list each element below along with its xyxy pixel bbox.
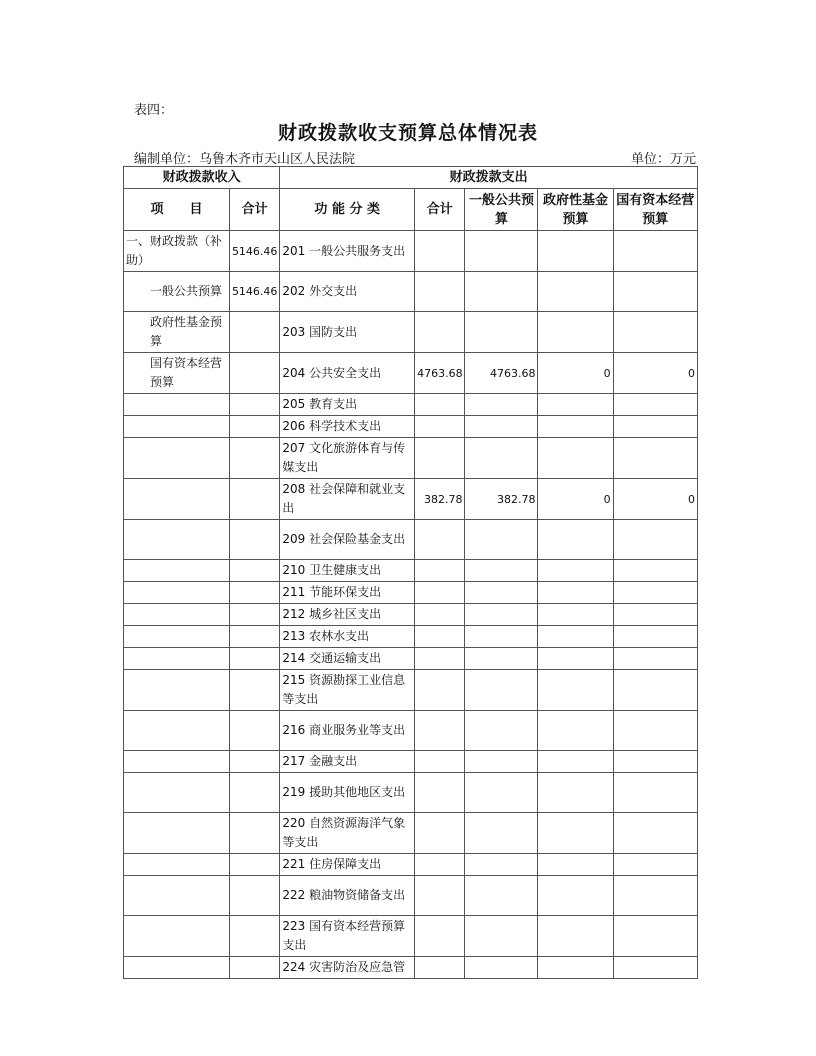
expense-function-label: 202 外交支出: [280, 272, 415, 312]
income-item-label: [124, 916, 230, 957]
expense-total-value: [415, 416, 465, 438]
expense-state-capital-value: [613, 582, 697, 604]
table-row: [124, 626, 698, 648]
expense-gov-fund-value: [538, 773, 613, 813]
header-row-group: [124, 167, 698, 189]
expense-gov-fund-value: [538, 438, 613, 479]
income-item-label: [124, 957, 230, 979]
expense-function-label: 204 公共安全支出: [280, 353, 415, 394]
expense-function-label: 210 卫生健康支出: [280, 560, 415, 582]
state-capital-header: 国有资本经营预算: [613, 189, 697, 231]
expense-function-label: 221 住房保障支出: [280, 854, 415, 876]
expense-gov-fund-value: [538, 957, 613, 979]
expense-function-label: 215 资源勘探工业信息等支出: [280, 670, 415, 711]
income-item-value: [229, 312, 279, 353]
income-item-label: [124, 582, 230, 604]
income-item-value: [229, 957, 279, 979]
expense-state-capital-value: [613, 773, 697, 813]
expense-general-value: [465, 711, 538, 751]
expense-total-value: [415, 854, 465, 876]
expense-gov-fund-value: [538, 626, 613, 648]
table-row: [124, 604, 698, 626]
expense-gov-fund-value: [538, 876, 613, 916]
expense-function-label: 219 援助其他地区支出: [280, 773, 415, 813]
expense-general-value: [465, 626, 538, 648]
income-item-value: [229, 751, 279, 773]
expense-group-header: 财政拨款支出: [280, 167, 698, 189]
expense-gov-fund-value: [538, 394, 613, 416]
expense-general-value: [465, 876, 538, 916]
expense-function-label: 209 社会保险基金支出: [280, 520, 415, 560]
table-body: [124, 231, 698, 979]
general-budget-header: 一般公共预算: [465, 189, 538, 231]
expense-state-capital-value: [613, 520, 697, 560]
header-row-columns: [124, 189, 698, 231]
table-row: [124, 394, 698, 416]
table-row: [124, 957, 698, 979]
expense-function-label: 201 一般公共服务支出: [280, 231, 415, 272]
expense-total-value: [415, 394, 465, 416]
table-row: [124, 479, 698, 520]
expense-function-label: 205 教育支出: [280, 394, 415, 416]
expense-total-value: [415, 272, 465, 312]
expense-general-value: 4763.68: [465, 353, 538, 394]
expense-gov-fund-value: [538, 272, 613, 312]
expense-total-value: [415, 604, 465, 626]
income-item-value: [229, 604, 279, 626]
expense-function-label: 213 农林水支出: [280, 626, 415, 648]
expense-general-value: [465, 520, 538, 560]
expense-total-value: [415, 957, 465, 979]
expense-state-capital-value: 0: [613, 353, 697, 394]
table-row: [124, 916, 698, 957]
expense-state-capital-value: [613, 626, 697, 648]
expense-state-capital-value: [613, 854, 697, 876]
table-row: [124, 854, 698, 876]
expense-gov-fund-value: [538, 231, 613, 272]
expense-state-capital-value: [613, 648, 697, 670]
expense-total-value: [415, 312, 465, 353]
income-item-value: [229, 582, 279, 604]
income-item-value: [229, 626, 279, 648]
income-item-label: [124, 560, 230, 582]
expense-state-capital-value: [613, 876, 697, 916]
income-item-value: [229, 648, 279, 670]
expense-state-capital-value: [613, 312, 697, 353]
table-row: [124, 876, 698, 916]
income-item-value: 5146.46: [229, 231, 279, 272]
income-item-value: 5146.46: [229, 272, 279, 312]
expense-total-value: [415, 438, 465, 479]
expense-function-label: 211 节能环保支出: [280, 582, 415, 604]
expense-general-value: [465, 648, 538, 670]
expense-gov-fund-value: [538, 813, 613, 854]
expense-total-value: 382.78: [415, 479, 465, 520]
income-item-value: [229, 416, 279, 438]
expense-state-capital-value: 0: [613, 479, 697, 520]
income-item-value: [229, 773, 279, 813]
income-item-value: [229, 520, 279, 560]
unit-label: 单位：万元: [630, 152, 696, 167]
table-row: [124, 560, 698, 582]
expense-function-label: 203 国防支出: [280, 312, 415, 353]
expense-gov-fund-value: [538, 751, 613, 773]
expense-state-capital-value: [613, 438, 697, 479]
expense-state-capital-value: [613, 957, 697, 979]
income-item-value: [229, 711, 279, 751]
table-row: [124, 231, 698, 272]
table-row: [124, 648, 698, 670]
expense-general-value: [465, 813, 538, 854]
expense-total-value: [415, 520, 465, 560]
income-item-value: [229, 876, 279, 916]
expense-state-capital-value: [613, 416, 697, 438]
expense-gov-fund-value: 0: [538, 479, 613, 520]
income-item-label: [124, 648, 230, 670]
income-item-label: 政府性基金预算: [124, 312, 230, 353]
income-total-header: 合计: [229, 189, 279, 231]
expense-state-capital-value: [613, 231, 697, 272]
table-row: [124, 582, 698, 604]
expense-general-value: [465, 670, 538, 711]
expense-total-value: [415, 711, 465, 751]
expense-gov-fund-value: [538, 560, 613, 582]
income-item-value: [229, 394, 279, 416]
table-row: [124, 438, 698, 479]
income-group-header: 财政拨款收入: [124, 167, 280, 189]
income-item-value: [229, 353, 279, 394]
expense-general-value: [465, 773, 538, 813]
expense-total-value: [415, 582, 465, 604]
expense-gov-fund-value: [538, 648, 613, 670]
table-row: [124, 272, 698, 312]
income-item-label: [124, 876, 230, 916]
expense-function-label: 216 商业服务业等支出: [280, 711, 415, 751]
expense-state-capital-value: [613, 813, 697, 854]
expense-total-value: [415, 231, 465, 272]
expense-general-value: [465, 854, 538, 876]
income-item-value: [229, 438, 279, 479]
expense-total-value: [415, 751, 465, 773]
income-item-value: [229, 813, 279, 854]
expense-function-label: 223 国有资本经营预算支出: [280, 916, 415, 957]
budget-table: [123, 166, 698, 979]
expense-general-value: [465, 416, 538, 438]
expense-total-value: [415, 916, 465, 957]
expense-total-value: [415, 648, 465, 670]
income-item-label: [124, 813, 230, 854]
expense-state-capital-value: [613, 751, 697, 773]
expense-general-value: [465, 394, 538, 416]
page-title: 财政拨款收支预算总体情况表: [277, 122, 538, 144]
expense-gov-fund-value: [538, 670, 613, 711]
expense-state-capital-value: [613, 394, 697, 416]
table-row: [124, 670, 698, 711]
expense-function-label: 214 交通运输支出: [280, 648, 415, 670]
expense-gov-fund-value: [538, 520, 613, 560]
expense-gov-fund-value: [538, 416, 613, 438]
income-item-label: [124, 626, 230, 648]
expense-total-header: 合计: [415, 189, 465, 231]
income-item-value: [229, 854, 279, 876]
income-item-label: [124, 416, 230, 438]
expense-total-value: [415, 670, 465, 711]
gov-fund-header: 政府性基金预算: [538, 189, 613, 231]
expense-function-label: 206 科学技术支出: [280, 416, 415, 438]
table-row: [124, 416, 698, 438]
expense-gov-fund-value: [538, 312, 613, 353]
expense-function-label: 217 金融支出: [280, 751, 415, 773]
table-number: 表四：: [134, 103, 174, 118]
expense-general-value: [465, 916, 538, 957]
expense-general-value: [465, 751, 538, 773]
expense-function-label: 220 自然资源海洋气象等支出: [280, 813, 415, 854]
expense-general-value: [465, 272, 538, 312]
expense-state-capital-value: [613, 670, 697, 711]
expense-function-label: 212 城乡社区支出: [280, 604, 415, 626]
table-row: [124, 751, 698, 773]
expense-general-value: [465, 231, 538, 272]
table-row: [124, 711, 698, 751]
income-item-label: [124, 711, 230, 751]
income-item-value: [229, 560, 279, 582]
expense-general-value: 382.78: [465, 479, 538, 520]
expense-state-capital-value: [613, 711, 697, 751]
expense-gov-fund-value: 0: [538, 353, 613, 394]
income-item-label: [124, 773, 230, 813]
expense-function-label: 207 文化旅游体育与传媒支出: [280, 438, 415, 479]
income-item-value: [229, 670, 279, 711]
expense-gov-fund-value: [538, 582, 613, 604]
org-label: 编制单位：乌鲁木齐市天山区人民法院: [134, 152, 356, 167]
table-row: [124, 813, 698, 854]
expense-total-value: [415, 560, 465, 582]
income-item-value: [229, 479, 279, 520]
income-item-label: 一、财政拨款（补助）: [124, 231, 230, 272]
expense-total-value: [415, 876, 465, 916]
table-row: [124, 520, 698, 560]
expense-total-value: [415, 626, 465, 648]
income-item-label: [124, 520, 230, 560]
table-row: [124, 312, 698, 353]
expense-general-value: [465, 560, 538, 582]
expense-general-value: [465, 312, 538, 353]
expense-gov-fund-value: [538, 604, 613, 626]
expense-general-value: [465, 438, 538, 479]
income-item-label: 一般公共预算: [124, 272, 230, 312]
expense-total-value: 4763.68: [415, 353, 465, 394]
expense-function-label: 222 粮油物资储备支出: [280, 876, 415, 916]
income-item-label: [124, 751, 230, 773]
expense-function-label: 208 社会保障和就业支出: [280, 479, 415, 520]
expense-general-value: [465, 582, 538, 604]
expense-general-value: [465, 957, 538, 979]
expense-gov-fund-value: [538, 916, 613, 957]
expense-state-capital-value: [613, 272, 697, 312]
expense-total-value: [415, 813, 465, 854]
income-item-label: 国有资本经营预算: [124, 353, 230, 394]
expense-function-label: 224 灾害防治及应急管: [280, 957, 415, 979]
income-item-label: [124, 479, 230, 520]
income-item-label: [124, 854, 230, 876]
expense-gov-fund-value: [538, 711, 613, 751]
income-item-label: [124, 438, 230, 479]
expense-total-value: [415, 773, 465, 813]
expense-state-capital-value: [613, 604, 697, 626]
function-class-header: 功 能 分 类: [280, 189, 415, 231]
item-header: 项 目: [124, 189, 230, 231]
income-item-label: [124, 670, 230, 711]
table-row: [124, 773, 698, 813]
income-item-value: [229, 916, 279, 957]
expense-state-capital-value: [613, 560, 697, 582]
income-item-label: [124, 394, 230, 416]
expense-state-capital-value: [613, 916, 697, 957]
expense-general-value: [465, 604, 538, 626]
expense-gov-fund-value: [538, 854, 613, 876]
table-row: [124, 353, 698, 394]
income-item-label: [124, 604, 230, 626]
